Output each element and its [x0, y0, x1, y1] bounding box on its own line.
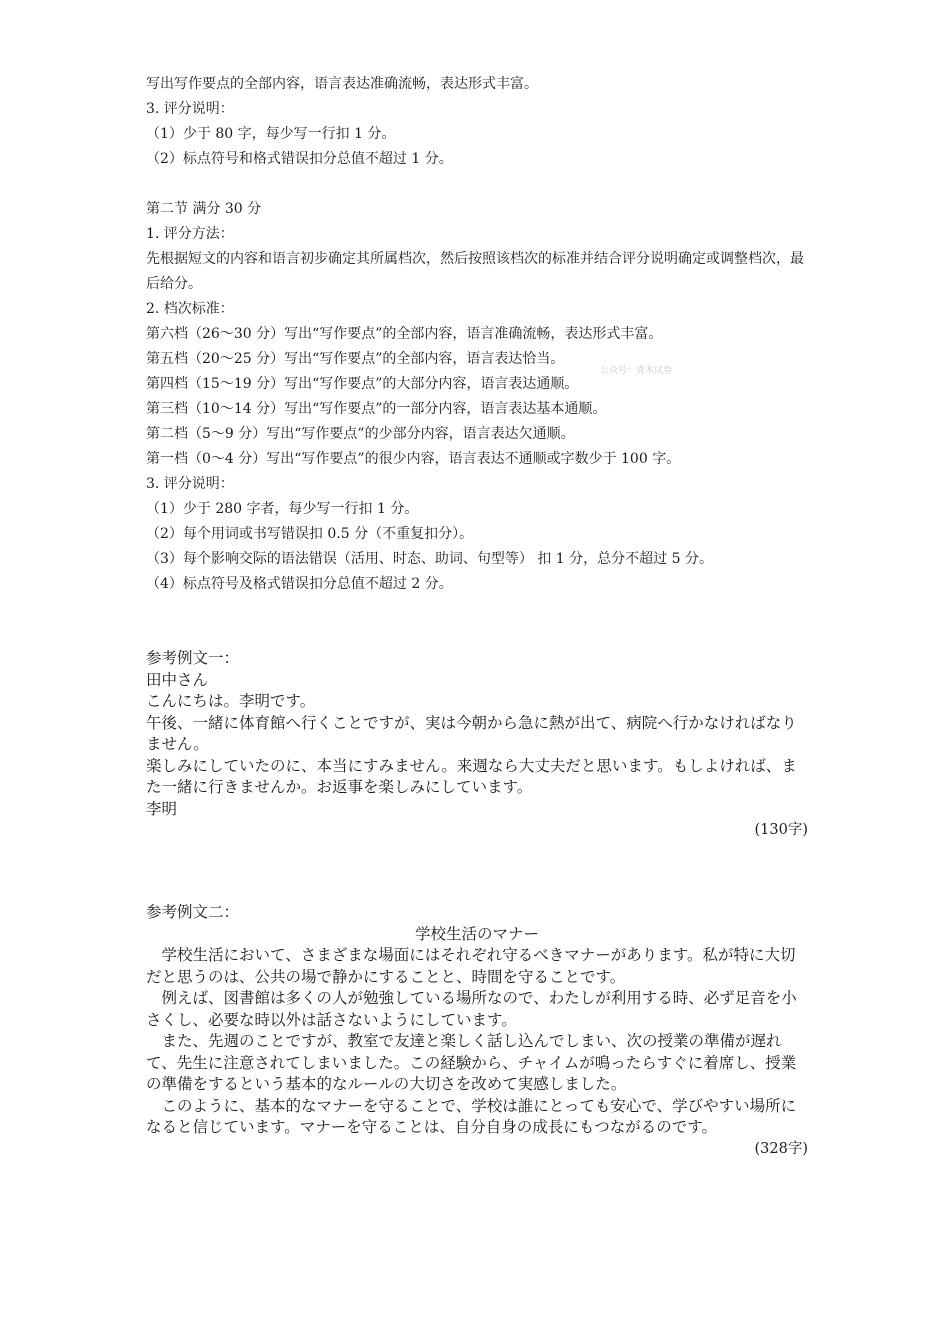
note-item: （4）标点符号及格式错误扣分总值不超过 2 分。 [146, 576, 453, 592]
method-heading: 1. 评分方法： [146, 226, 234, 242]
example2-word-count: (328字) [754, 1140, 808, 1157]
example1-heading: 参考例文一： [146, 649, 240, 667]
section1-note-item: （1）少于 80 字，每少写一行扣 1 分。 [146, 126, 396, 142]
watermark-text: 公众号：青木试卷 [600, 366, 673, 376]
level-item: 第一档（0～4 分）写出“写作要点”的很少内容，语言表达不通顺或字数少于 100 字。 [146, 451, 681, 467]
level-item: 第四档（15～19 分）写出“写作要点”的大部分内容，语言表达通顺。 [146, 376, 579, 392]
spacer [146, 172, 816, 197]
example1-line: こんにちは。李明です。 [146, 692, 316, 710]
method-text: 先根据短文的内容和语言初步确定其所属档次，然后按照该档次的标准并结合评分说明确定或调整档次，最后给分。 [146, 251, 804, 292]
example-essay-two [146, 902, 808, 1160]
example-essay-one [146, 648, 808, 842]
section2-title: 第二节 满分 30 分 [146, 201, 262, 217]
intro-line: 写出写作要点的全部内容，语言表达准确流畅，表达形式丰富。 [146, 76, 538, 92]
example1-line: 午後、一緒に体育館へ行くことですが、実は今朝から急に熱が出て、病院へ行かなければなりません。 [146, 713, 797, 753]
example1-line: 李明 [146, 799, 178, 818]
note-item: （2）每个用词或书写错误扣 0.5 分（不重复扣分）。 [146, 526, 474, 542]
level-item: 第三档（10～14 分）写出“写作要点”的一部分内容，语言表达基本通顺。 [146, 401, 607, 417]
example1-word-count: (130字) [754, 822, 808, 838]
section1-note-item: （2）标点符号和格式错误扣分总值不超过 1 分。 [146, 151, 453, 167]
level-item: 第二档（5～9 分）写出“写作要点”的少部分内容，语言表达欠通顺。 [146, 426, 575, 442]
levels-heading: 2. 档次标准： [146, 301, 234, 317]
scoring-criteria [146, 72, 816, 597]
example2-heading: 参考例文二： [146, 903, 240, 921]
notes-heading: 3. 评分说明： [146, 476, 234, 492]
example2-paragraph: このように、基本的なマナーを守ることで、学校は誰にとっても安心で、学びやすい場所になると信じています。マナーを守ることは、自分自身の成長にもつながるのです。 [146, 1096, 797, 1136]
example2-paragraph: また、先週のことですが、教室で友達と楽しく話し込んでしまい、次の授業の準備が遅れて、先生に注意されてしまいました。この経験から、チャイムが鳴ったらすぐに着席し、授業の準備をするという基本的なルールの大切さを改めて実感しました。 [146, 1032, 797, 1093]
example1-line: 楽しみにしていたのに、本当にすみません。来週なら大丈夫だと思います。もしよければ、また一緒に行きませんか。お返事を楽しみにしています。 [146, 756, 797, 796]
note-item: （1）少于 280 字者，每少写一行扣 1 分。 [146, 501, 419, 517]
level-item: 第五档（20～25 分）写出“写作要点”的全部内容，语言表达恰当。 [146, 351, 565, 367]
section1-notes-heading: 3. 评分说明： [146, 101, 234, 117]
example2-paragraph: 例えば、図書館は多くの人が勉強している場所なので、わたしが利用する時、必ず足音を小さくし、必要な時以外は話さないようにしています。 [146, 989, 797, 1029]
example2-paragraph: 学校生活において、さまざまな場面にはそれぞれ守るべきマナーがあります。私が特に大切だと思うのは、公共の場で静かにすることと、時間を守ることです。 [146, 946, 796, 986]
level-item: 第六档（26～30 分）写出“写作要点”的全部内容，语言准确流畅，表达形式丰富。 [146, 326, 663, 342]
note-item: （3）每个影响交际的语法错误（活用、时态、助词、句型等） 扣 1 分，总分不超过 5 分。 [146, 551, 713, 567]
example1-line: 田中さん [146, 670, 209, 689]
example2-title: 学校生活のマナー [414, 924, 539, 943]
